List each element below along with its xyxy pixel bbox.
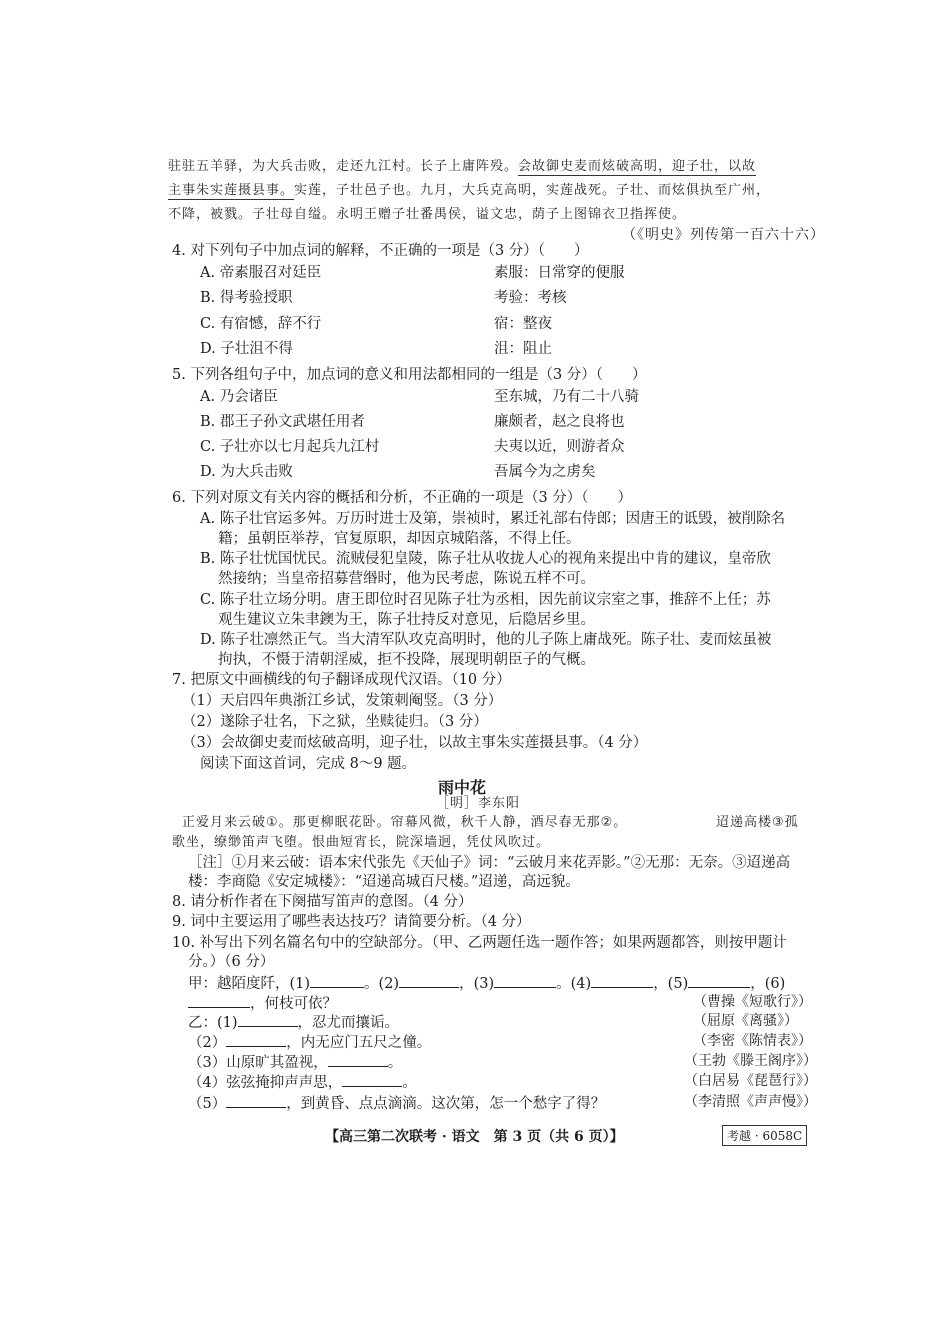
q10-jia-text: 。(2) [364,976,400,992]
q10-stem-line1: 10. 补写出下列名篇名句中的空缺部分。（甲、乙两题任选一题作答；如果两题都答，则按甲题计 [172,935,787,951]
q5-option-a: A. 乃会诸臣 [200,389,278,405]
underlined-sentence: 主事朱实莲摄县事。 [168,183,295,198]
q6-option-c-line2: 观生建议立朱聿鐭为王，陈子壮持反对意见，后隐居乡里。 [218,612,595,628]
q5-option-b: B. 郡王子孙文武堪任用者 [200,414,365,430]
answer-blank[interactable] [688,973,750,988]
q10-yi-text: ，忍尤而攘诟。 [297,1015,400,1031]
poem-author: ［明］李东阳 [436,796,521,811]
q5-option-c-compare: 夫夷以近，则游者众 [494,439,625,455]
answer-blank[interactable] [328,1052,388,1067]
passage-source: （《明史》列传第一百六十六） [622,227,825,243]
q6-option-a-line2: 籍；虽朝臣举荐，官复原职，却因京城陷落，不得上任。 [218,531,581,547]
q5-option-d: D. 为大兵击败 [200,464,293,480]
q7-item-2: （2）遂除子壮名，下之狱，坐赎徒归。（3 分） [182,714,488,730]
q10-yi-2-source: （李密《陈情表》） [693,1033,812,1049]
q7-item-1: （1）天启四年典浙江乡试，发策刺阉竖。（3 分） [182,693,503,709]
answer-blank[interactable] [238,1012,298,1027]
q5-option-b-compare: 廉颇者，赵之良将也 [494,414,625,430]
q10-yi-5 [188,1093,605,1113]
passage-line-2 [168,182,770,200]
q6-option-b-line1: B. 陈子壮忧国忧民。流贼侵犯皇陵，陈子壮从收拢人心的视角来提出中肯的建议，皇帝欣 [200,551,771,567]
q6-option-a-line1: A. 陈子壮官运多舛。万历时进士及第，崇祯时，累迁礼部右侍郎；因唐王的诋毁，被削除名 [200,511,786,527]
passage-text: 实莲，子壮邑子也。九月，大兵克高明，实莲战死。子壮、而炫俱执至广州， [294,183,771,198]
q10-yi-text: 。 [402,1075,417,1091]
reading-instruction: 阅读下面这首词，完成 8～9 题。 [200,756,417,772]
q10-yi-4 [188,1072,417,1092]
q10-jia-text: ，何枝可依？ [250,996,337,1012]
answer-blank[interactable] [494,973,556,988]
underlined-sentence: 会故御史麦而炫破高明，迎子壮，以故 [518,159,757,174]
q4-option-d: D. 子壮沮不得 [200,341,293,357]
q6-option-c-line1: C. 陈子壮立场分明。唐王即位时召见陈子壮为丞相，因先前议宗室之事，推辞不上任；苏 [200,592,771,608]
q6-option-d-line1: D. 陈子壮凛然正气。当大清军队攻克高明时，他的儿子陈上庸战死。陈子壮、麦而炫虽被 [200,632,772,648]
q10-yi-text: 乙：(1) [188,1015,238,1031]
q4-stem: 4. 对下列句子中加点词的解释，不正确的一项是（3 分）（ ） [172,243,589,259]
q10-yi-3-source: （王勃《滕王阁序》） [684,1053,817,1069]
q10-yi-5-source: （李清照《声声慢》） [684,1094,817,1110]
q6-option-b-line2: 然接纳；当皇帝招募营缗时，他为民考虑，陈说五样不可。 [218,571,595,587]
q10-yi-text: 。 [387,1055,403,1071]
q5-stem: 5. 下列各组句子中，加点词的意义和用法都相同的一组是（3 分）（ ） [172,367,647,383]
poem-line-1: 正爱月来云破①。那更柳眠花卧。帘幕风微，秋千人静，酒尽春无那②。 [182,815,628,830]
q10-jia-source: （曹操《短歌行》） [693,994,812,1010]
q6-option-d-line2: 拘执，不慑于清朝淫威，拒不投降，展现明朝臣子的气概。 [218,652,595,668]
q4-option-a: A. 帝素服召对廷臣 [200,265,322,281]
q4-option-a-explain: 素服：日常穿的便服 [494,265,625,281]
q5-option-c: C. 子壮亦以七月起兵九江村 [200,439,380,455]
q10-stem-line2: 分。）（6 分） [188,954,275,970]
answer-blank[interactable] [310,973,364,988]
poem-note-1: ［注］①月来云破：语本宋代张先《天仙子》词：“云破月来花弄影。”②无那：无奈。③迢递高 [188,855,791,871]
q5-option-d-compare: 吾属今为之虏矣 [494,464,596,480]
q8-stem: 8. 请分析作者在下阕描写笛声的意图。（4 分） [172,894,473,910]
q10-jia-text: 。(4) [556,976,592,992]
q10-jia-line1 [188,973,785,993]
q10-yi-1 [188,1012,399,1032]
q10-yi-2 [188,1032,431,1052]
poem-line-2: 歌坐，缭缈笛声飞堕。恨曲短宵长，院深墙迥，凭仗风吹过。 [172,835,551,850]
q7-stem: 7. 把原文中画横线的句子翻译成现代汉语。（10 分） [172,672,511,688]
poem-line-1-end: 迢递高楼③孤 [716,815,799,830]
passage-line-1 [168,158,756,176]
passage-line-3: 不降，被戮。子壮母自缢。永明王赠子壮番禺侯，谥文忠，荫子上图锦衣卫指挥使。 [168,207,687,222]
answer-blank[interactable] [591,973,653,988]
q10-jia-text: ，(6) [750,976,786,992]
answer-blank[interactable] [342,1072,402,1087]
q4-option-d-explain: 沮：阻止 [494,341,552,357]
q10-jia-text: ，(3) [459,976,495,992]
q4-option-b-explain: 考验：考核 [494,290,567,306]
answer-blank[interactable] [226,1032,286,1047]
q4-option-c: C. 有宿憾，辞不行 [200,316,322,332]
q10-yi-4-source: （白居易《琵琶行》） [684,1073,817,1089]
q10-yi-text: （4）弦弦掩抑声声思， [188,1075,343,1091]
poem-title: 雨中花 [438,778,487,797]
q4-option-b: B. 得考验授职 [200,290,293,306]
q10-yi-text: （2） [188,1035,227,1051]
q4-option-c-explain: 宿：整夜 [494,316,552,332]
page-footer: 【高三第二次联考 · 语文 第 3 页（共 6 页）】 [325,1129,624,1145]
q10-jia-line2 [188,993,337,1013]
q5-option-a-compare: 至东城，乃有二十八骑 [494,389,639,405]
q10-yi-text: ，到黄昏、点点滴滴。这次第，怎一个愁字了得？ [286,1096,606,1112]
q10-yi-text: （5） [188,1096,227,1112]
q10-yi-1-source: （屈原《离骚》） [693,1013,798,1029]
q10-jia-text: 甲：越陌度阡，(1) [188,976,311,992]
exam-code-badge: 考越 · 6058C [722,1125,807,1146]
q7-item-3: （3）会故御史麦而炫破高明，迎子壮，以故主事朱实莲摄县事。（4 分） [182,735,648,751]
answer-blank[interactable] [188,993,250,1008]
answer-blank[interactable] [226,1093,286,1108]
q10-yi-text: （3）山原旷其盈视， [188,1055,328,1071]
passage-text: 驻驻五羊驿，为大兵击败，走还九江村。长子上庸阵殁。 [168,159,519,174]
q6-stem: 6. 下列对原文有关内容的概括和分析，不正确的一项是（3 分）（ ） [172,490,633,506]
q9-stem: 9. 词中主要运用了哪些表达技巧？请简要分析。（4 分） [172,914,531,930]
answer-blank[interactable] [399,973,459,988]
poem-note-2: 楼：李商隐《安定城楼》：“迢递高城百尺楼。”迢递，高远貌。 [188,874,580,890]
q10-jia-text: ，(5) [653,976,689,992]
q10-yi-text: ，内无应门五尺之僮。 [286,1035,432,1051]
q10-yi-3 [188,1052,402,1072]
